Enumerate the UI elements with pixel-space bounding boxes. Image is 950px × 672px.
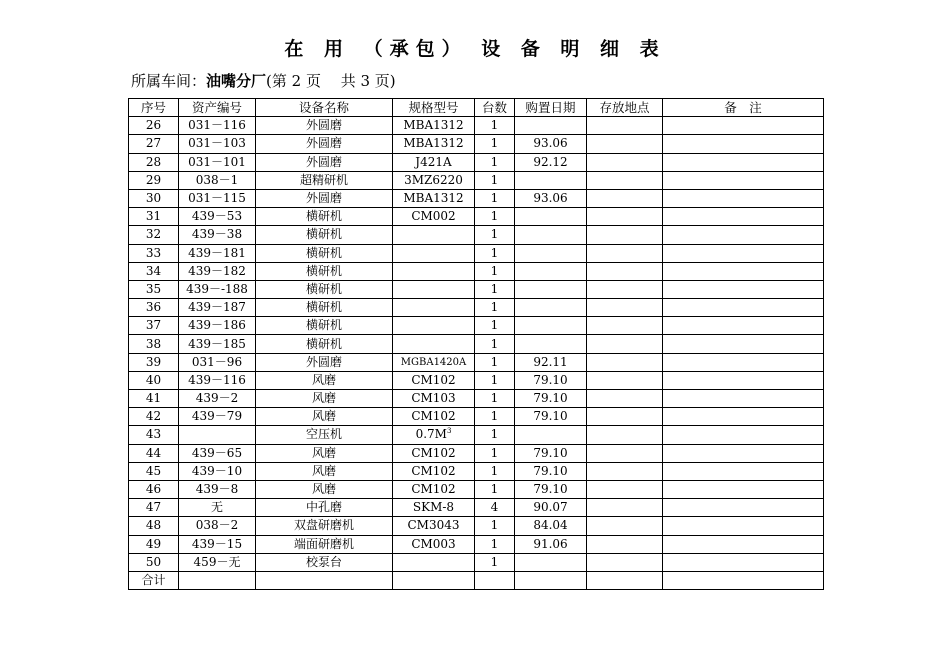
cell-index: 49 (129, 535, 179, 553)
cell-index: 35 (129, 280, 179, 298)
total-row (129, 571, 824, 589)
header-purchase-date: 购置日期 (515, 99, 587, 117)
cell-equipment-name: 外圆磨 (256, 135, 393, 153)
cell-quantity: 1 (475, 317, 515, 335)
cell-equipment-name: 风磨 (256, 390, 393, 408)
cell-asset-no: 439－185 (179, 335, 256, 353)
table-row (129, 371, 824, 389)
cell-index: 47 (129, 499, 179, 517)
cell-spec-model: MGBA1420A (393, 353, 475, 371)
table-cell (587, 571, 663, 589)
cell-equipment-name: 外圆磨 (256, 117, 393, 135)
cell-asset-no: 439－38 (179, 226, 256, 244)
cell-remarks (663, 189, 824, 207)
table-row (129, 390, 824, 408)
cell-index: 42 (129, 408, 179, 426)
cell-purchase-date: 93.06 (515, 189, 587, 207)
cell-remarks (663, 444, 824, 462)
table-row (129, 408, 824, 426)
cell-spec-model: J421A (393, 153, 475, 171)
table-row (129, 135, 824, 153)
cell-purchase-date (515, 335, 587, 353)
cell-spec-model: CM002 (393, 208, 475, 226)
table-row (129, 517, 824, 535)
table-row (129, 462, 824, 480)
cell-equipment-name: 横研机 (256, 335, 393, 353)
cell-equipment-name: 中孔磨 (256, 499, 393, 517)
cell-purchase-date: 79.10 (515, 408, 587, 426)
page-title: 在 用 （承包） 设 备 明 细 表 (284, 38, 666, 60)
cell-equipment-name: 校泵台 (256, 553, 393, 571)
workshop-prefix: 所属车间： (131, 72, 207, 90)
cell-spec-model (393, 317, 475, 335)
cell-index: 39 (129, 353, 179, 371)
cell-location (587, 135, 663, 153)
cell-asset-no: 031－101 (179, 153, 256, 171)
table-row (129, 553, 824, 571)
cell-asset-no: 031－96 (179, 353, 256, 371)
cell-remarks (663, 153, 824, 171)
cell-spec-model (393, 244, 475, 262)
cell-quantity: 1 (475, 208, 515, 226)
cell-remarks (663, 299, 824, 317)
cell-index: 41 (129, 390, 179, 408)
cell-equipment-name: 横研机 (256, 317, 393, 335)
cell-equipment-name: 超精研机 (256, 171, 393, 189)
cell-quantity: 1 (475, 189, 515, 207)
cell-remarks (663, 262, 824, 280)
cell-purchase-date (515, 226, 587, 244)
workshop-name: 油嘴分厂 (206, 72, 267, 90)
cell-quantity: 1 (475, 226, 515, 244)
cell-spec-model (393, 226, 475, 244)
cell-quantity: 1 (475, 408, 515, 426)
cell-index: 28 (129, 153, 179, 171)
cell-location (587, 280, 663, 298)
cell-index: 32 (129, 226, 179, 244)
cell-equipment-name: 横研机 (256, 280, 393, 298)
cell-index: 27 (129, 135, 179, 153)
cell-asset-no: 439－182 (179, 262, 256, 280)
cell-quantity: 1 (475, 262, 515, 280)
cell-remarks (663, 171, 824, 189)
cell-equipment-name: 横研机 (256, 262, 393, 280)
cell-purchase-date: 90.07 (515, 499, 587, 517)
cell-asset-no: 038－2 (179, 517, 256, 535)
cell-purchase-date: 93.06 (515, 135, 587, 153)
cell-quantity: 1 (475, 153, 515, 171)
cell-location (587, 444, 663, 462)
table-row (129, 171, 824, 189)
table-row (129, 226, 824, 244)
cell-location (587, 244, 663, 262)
table-cell (663, 571, 824, 589)
cell-quantity: 1 (475, 390, 515, 408)
cell-purchase-date (515, 280, 587, 298)
cell-index: 36 (129, 299, 179, 317)
cell-purchase-date (515, 208, 587, 226)
cell-equipment-name: 风磨 (256, 444, 393, 462)
cell-purchase-date: 84.04 (515, 517, 587, 535)
cell-location (587, 299, 663, 317)
cell-quantity: 1 (475, 444, 515, 462)
table-row (129, 153, 824, 171)
cell-index: 30 (129, 189, 179, 207)
cell-asset-no: 459－无 (179, 553, 256, 571)
cell-spec-model: CM102 (393, 480, 475, 498)
table-row (129, 189, 824, 207)
cell-purchase-date (515, 171, 587, 189)
table-row (129, 280, 824, 298)
cell-location (587, 535, 663, 553)
cell-index: 45 (129, 462, 179, 480)
cell-location (587, 317, 663, 335)
cell-quantity: 1 (475, 517, 515, 535)
cell-remarks (663, 208, 824, 226)
cell-index: 46 (129, 480, 179, 498)
cell-location (587, 390, 663, 408)
cell-remarks (663, 317, 824, 335)
table-cell (475, 571, 515, 589)
cell-location (587, 353, 663, 371)
cell-remarks (663, 535, 824, 553)
cell-purchase-date: 79.10 (515, 462, 587, 480)
header-asset-no: 资产编号 (179, 99, 256, 117)
table-row (129, 208, 824, 226)
cell-location (587, 262, 663, 280)
cell-index: 26 (129, 117, 179, 135)
total-label: 合计 (129, 571, 179, 589)
cell-quantity: 1 (475, 335, 515, 353)
table-row (129, 262, 824, 280)
cell-equipment-name: 横研机 (256, 208, 393, 226)
table-row (129, 480, 824, 498)
cell-spec-model: MBA1312 (393, 117, 475, 135)
cell-asset-no: 无 (179, 499, 256, 517)
cell-index: 33 (129, 244, 179, 262)
cell-quantity: 1 (475, 553, 515, 571)
cell-equipment-name: 端面研磨机 (256, 535, 393, 553)
cell-purchase-date (515, 117, 587, 135)
header-equipment-name: 设备名称 (256, 99, 393, 117)
cell-purchase-date: 92.11 (515, 353, 587, 371)
cell-spec-model: CM102 (393, 462, 475, 480)
cell-equipment-name: 风磨 (256, 408, 393, 426)
cell-spec-model (393, 553, 475, 571)
header-quantity: 台数 (475, 99, 515, 117)
cell-purchase-date: 79.10 (515, 444, 587, 462)
cell-location (587, 408, 663, 426)
cell-purchase-date (515, 299, 587, 317)
cell-remarks (663, 553, 824, 571)
cell-remarks (663, 499, 824, 517)
cell-spec-model: $0.7M^3$ (393, 426, 475, 444)
header-index: 序号 (129, 99, 179, 117)
table-cell (256, 571, 393, 589)
cell-remarks (663, 117, 824, 135)
cell-asset-no: 439－116 (179, 371, 256, 389)
cell-spec-model: CM102 (393, 408, 475, 426)
cell-asset-no: 038－1 (179, 171, 256, 189)
cell-asset-no: 031－103 (179, 135, 256, 153)
cell-location (587, 480, 663, 498)
header-spec-model: 规格型号 (393, 99, 475, 117)
table-row (129, 335, 824, 353)
cell-asset-no: 439－8 (179, 480, 256, 498)
cell-asset-no: 439－79 (179, 408, 256, 426)
cell-quantity: 1 (475, 280, 515, 298)
cell-purchase-date: 91.06 (515, 535, 587, 553)
cell-location (587, 189, 663, 207)
cell-purchase-date (515, 426, 587, 444)
cell-index: 40 (129, 371, 179, 389)
cell-quantity: 1 (475, 244, 515, 262)
cell-quantity: 1 (475, 135, 515, 153)
cell-purchase-date (515, 553, 587, 571)
table-row (129, 244, 824, 262)
table-cell (515, 571, 587, 589)
table-body (129, 117, 824, 572)
cell-spec-model: MBA1312 (393, 135, 475, 153)
cell-spec-model: CM102 (393, 371, 475, 389)
cell-equipment-name: 空压机 (256, 426, 393, 444)
cell-asset-no: 439－65 (179, 444, 256, 462)
cell-purchase-date: 79.10 (515, 371, 587, 389)
cell-spec-model: MBA1312 (393, 189, 475, 207)
cell-spec-model: CM102 (393, 444, 475, 462)
cell-index: 29 (129, 171, 179, 189)
cell-equipment-name: 横研机 (256, 244, 393, 262)
cell-quantity: 1 (475, 371, 515, 389)
table-row (129, 317, 824, 335)
cell-index: 31 (129, 208, 179, 226)
cell-index: 38 (129, 335, 179, 353)
cell-equipment-name: 双盘研磨机 (256, 517, 393, 535)
table-header-row (129, 99, 824, 117)
cell-spec-model: 3MZ6220 (393, 171, 475, 189)
cell-spec-model: CM103 (393, 390, 475, 408)
cell-location (587, 371, 663, 389)
cell-asset-no: 439－187 (179, 299, 256, 317)
cell-remarks (663, 353, 824, 371)
cell-location (587, 153, 663, 171)
cell-equipment-name: 风磨 (256, 462, 393, 480)
cell-spec-model: SKM-8 (393, 499, 475, 517)
spec-superscript: 3 (446, 427, 452, 436)
cell-asset-no (179, 426, 256, 444)
cell-equipment-name: 风磨 (256, 480, 393, 498)
table-row (129, 299, 824, 317)
cell-spec-model: CM003 (393, 535, 475, 553)
cell-purchase-date (515, 244, 587, 262)
cell-location (587, 517, 663, 535)
cell-remarks (663, 517, 824, 535)
cell-location (587, 499, 663, 517)
cell-equipment-name: 外圆磨 (256, 189, 393, 207)
cell-location (587, 226, 663, 244)
cell-remarks (663, 135, 824, 153)
cell-remarks (663, 371, 824, 389)
cell-purchase-date (515, 317, 587, 335)
cell-purchase-date: 79.10 (515, 390, 587, 408)
table-cell (393, 571, 475, 589)
cell-spec-model (393, 280, 475, 298)
cell-asset-no: 439－186 (179, 317, 256, 335)
table-row (129, 499, 824, 517)
cell-quantity: 4 (475, 499, 515, 517)
cell-quantity: 1 (475, 535, 515, 553)
cell-equipment-name: 外圆磨 (256, 153, 393, 171)
table-row (129, 117, 824, 135)
table-cell (179, 571, 256, 589)
cell-remarks (663, 480, 824, 498)
cell-asset-no: 031－116 (179, 117, 256, 135)
cell-remarks (663, 426, 824, 444)
equipment-table (128, 98, 824, 590)
cell-purchase-date: 92.12 (515, 153, 587, 171)
cell-index: 43 (129, 426, 179, 444)
cell-quantity: 1 (475, 480, 515, 498)
cell-index: 48 (129, 517, 179, 535)
cell-asset-no: 439－181 (179, 244, 256, 262)
cell-quantity: 1 (475, 117, 515, 135)
table-row (129, 535, 824, 553)
cell-location (587, 335, 663, 353)
cell-asset-no: 439－2 (179, 390, 256, 408)
header-remarks: 备 注 (663, 99, 824, 117)
table-row (129, 353, 824, 371)
cell-index: 50 (129, 553, 179, 571)
cell-quantity: 1 (475, 353, 515, 371)
cell-asset-no: 439－53 (179, 208, 256, 226)
cell-location (587, 462, 663, 480)
cell-location (587, 171, 663, 189)
cell-quantity: 1 (475, 426, 515, 444)
header-location: 存放地点 (587, 99, 663, 117)
cell-quantity: 1 (475, 299, 515, 317)
cell-purchase-date: 79.10 (515, 480, 587, 498)
cell-spec-model (393, 335, 475, 353)
cell-index: 34 (129, 262, 179, 280)
cell-spec-model (393, 262, 475, 280)
cell-spec-model (393, 299, 475, 317)
cell-asset-no: 439－-188 (179, 280, 256, 298)
cell-equipment-name: 横研机 (256, 226, 393, 244)
cell-quantity: 1 (475, 171, 515, 189)
cell-remarks (663, 226, 824, 244)
cell-location (587, 553, 663, 571)
cell-location (587, 426, 663, 444)
cell-remarks (663, 280, 824, 298)
table-row (129, 444, 824, 462)
cell-asset-no: 439－10 (179, 462, 256, 480)
cell-remarks (663, 335, 824, 353)
cell-equipment-name: 外圆磨 (256, 353, 393, 371)
cell-purchase-date (515, 262, 587, 280)
cell-index: 44 (129, 444, 179, 462)
cell-equipment-name: 风磨 (256, 371, 393, 389)
cell-quantity: 1 (475, 462, 515, 480)
cell-index: 37 (129, 317, 179, 335)
workshop-line (131, 70, 396, 91)
cell-location (587, 117, 663, 135)
cell-remarks (663, 408, 824, 426)
cell-location (587, 208, 663, 226)
cell-asset-no: 439－15 (179, 535, 256, 553)
cell-equipment-name: 横研机 (256, 299, 393, 317)
cell-asset-no: 031－115 (179, 189, 256, 207)
table-row (129, 426, 824, 444)
cell-spec-model: CM3043 (393, 517, 475, 535)
cell-remarks (663, 462, 824, 480)
cell-remarks (663, 244, 824, 262)
cell-remarks (663, 390, 824, 408)
page-indicator: (第 2 页 共 3 页) (266, 72, 396, 90)
